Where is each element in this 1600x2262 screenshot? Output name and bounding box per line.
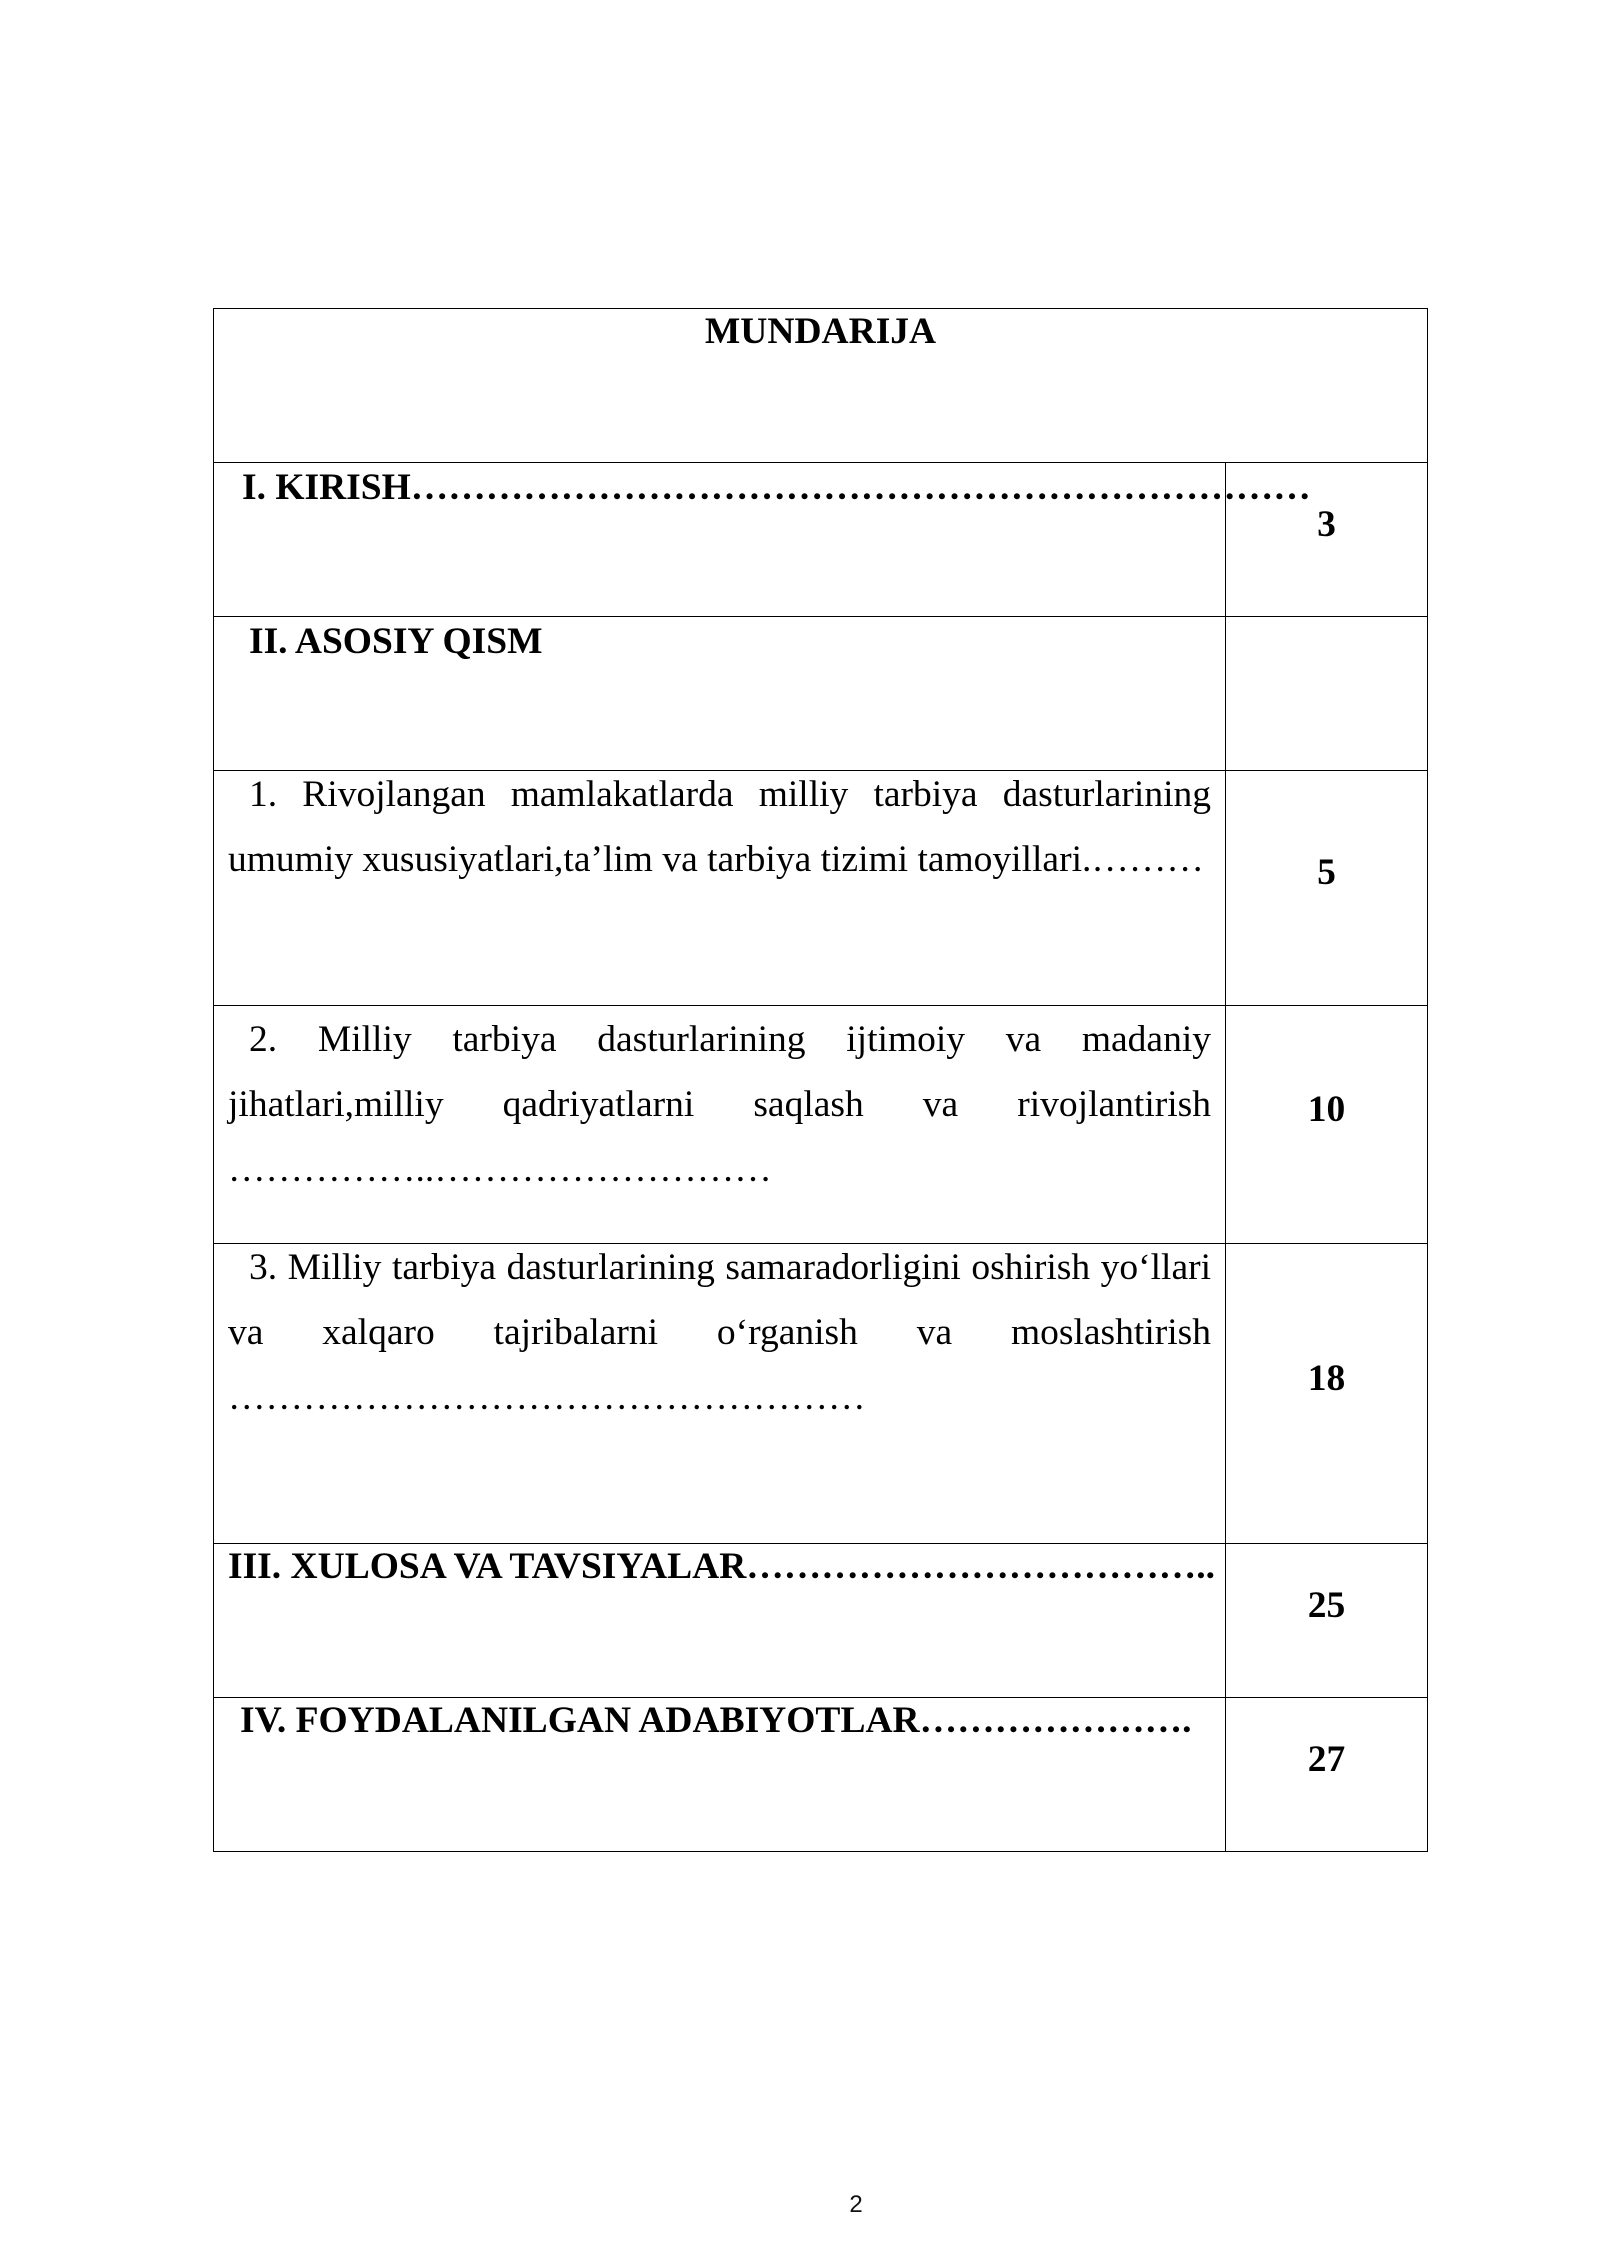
page-number: 2 bbox=[849, 2191, 863, 2218]
toc-page-number: 10 bbox=[1307, 1088, 1346, 1130]
toc-entry-line: …………………………………………… bbox=[228, 1377, 866, 1418]
toc-entry-line: umumiy xususiyatlari,ta’lim va tarbiya tizimi tamoyillari.……… bbox=[228, 839, 1204, 880]
toc-page-number: 25 bbox=[1307, 1584, 1346, 1626]
toc-page-number-cell bbox=[1226, 1244, 1428, 1544]
toc-row-xulosa bbox=[214, 1544, 1428, 1698]
toc-entry-text bbox=[214, 617, 1226, 771]
toc-entry-text bbox=[214, 1244, 1226, 1544]
toc-entry-line: va xalqaro tajribalarni o‘rganish va moslashtirish bbox=[228, 1312, 1211, 1353]
toc-page-number: 3 bbox=[1317, 503, 1336, 545]
toc-entry-line: ……………..……………………… bbox=[228, 1149, 772, 1190]
toc-entry-line: III. XULOSA VA TAVSIYALAR……………………………….. bbox=[228, 1546, 1216, 1587]
toc-table bbox=[213, 308, 1428, 1852]
toc-row-section-1 bbox=[214, 771, 1428, 1006]
toc-row-section-3 bbox=[214, 1244, 1428, 1544]
toc-entry-line: IV. FOYDALANILGAN ADABIYOTLAR…………………. bbox=[240, 1700, 1192, 1741]
toc-title: MUNDARIJA bbox=[704, 311, 937, 352]
toc-row-section-2 bbox=[214, 1006, 1428, 1244]
toc-page-number: 27 bbox=[1307, 1738, 1346, 1780]
toc-title-cell bbox=[214, 309, 1428, 463]
toc-entry-text bbox=[214, 1544, 1226, 1698]
toc-page-number-cell bbox=[1226, 1698, 1428, 1852]
toc-row-asosiy-qism bbox=[214, 617, 1428, 771]
toc-entry-line: II. ASOSIY QISM bbox=[249, 621, 543, 662]
toc-entry-line: jihatlari,milliy qadriyatlarni saqlash va rivojlantirish bbox=[228, 1084, 1211, 1125]
toc-entry-text bbox=[214, 1698, 1226, 1852]
toc-page-number-cell bbox=[1226, 617, 1428, 771]
toc-entry-text bbox=[214, 463, 1311, 617]
toc-page-number: 5 bbox=[1317, 852, 1336, 894]
toc-entry-text bbox=[214, 771, 1226, 1006]
toc-page-number-cell bbox=[1226, 1006, 1428, 1244]
toc-row-kirish bbox=[214, 463, 1428, 617]
toc-header-row bbox=[214, 309, 1428, 463]
toc-page-number-cell bbox=[1226, 1544, 1428, 1698]
toc-page-number-cell bbox=[1226, 771, 1428, 1006]
toc-entry-line: 2. Milliy tarbiya dasturlarining ijtimoiy va madaniy bbox=[249, 1019, 1211, 1060]
toc-page-number: 18 bbox=[1307, 1357, 1346, 1399]
toc-entry-text bbox=[214, 1006, 1226, 1244]
toc-entry-line: 3. Milliy tarbiya dasturlarining samaradorligini oshirish yo‘llari bbox=[249, 1247, 1211, 1288]
toc-row-adabiyotlar bbox=[214, 1698, 1428, 1852]
toc-entry-line: I. KIRISH……………………………………………………………… bbox=[242, 467, 1311, 508]
toc-entry-line: 1. Rivojlangan mamlakatlarda milliy tarbiya dasturlarining bbox=[249, 774, 1211, 815]
